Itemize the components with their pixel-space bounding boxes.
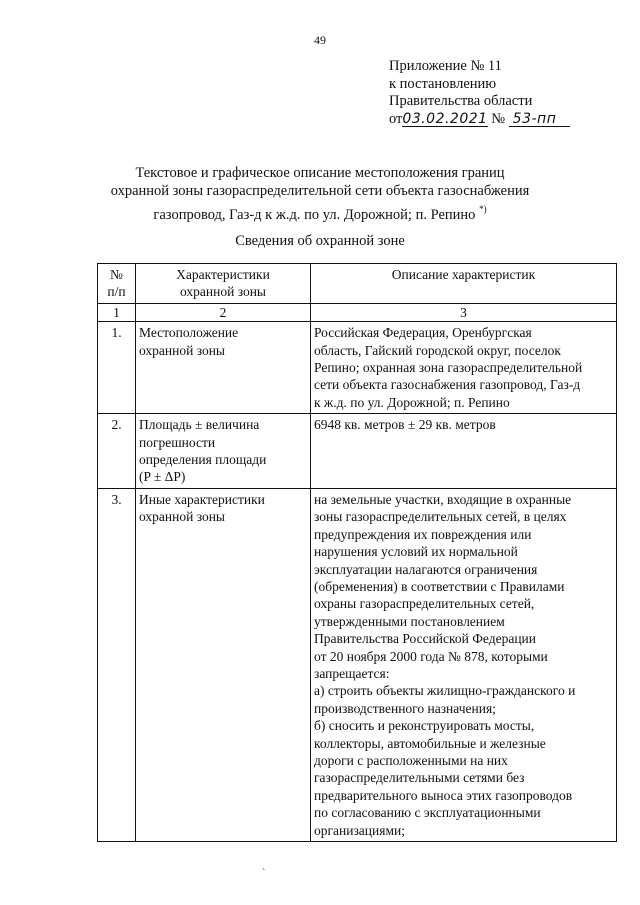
row-description-line: к ж.д. по ул. Дорожной; п. Репино xyxy=(314,394,510,410)
title-line-2: охранной зоны газораспределительной сети объекта газоснабжения xyxy=(110,183,530,199)
row-description-line: (обременения) в соответствии с Правилами xyxy=(314,578,565,594)
row-number: 2. xyxy=(98,414,136,489)
table-row xyxy=(98,488,617,841)
row-description-line: Репино; охранная зона газораспределительной xyxy=(314,360,583,376)
appendix-block xyxy=(389,58,570,128)
title-line-1: Текстовое и графическое описание местоположения границ xyxy=(135,165,505,181)
row-characteristic-line: охранной зоны xyxy=(139,342,226,358)
header-col-characteristics-line2: охранной зоны xyxy=(179,284,266,300)
table-row xyxy=(98,414,617,489)
zone-table xyxy=(97,263,617,842)
title-line-3-text: газопровод, Газ-д к ж.д. по ул. Дорожной; п. Репино xyxy=(153,207,476,223)
row-description-line: на земельные участки, входящие в охранные xyxy=(314,491,572,507)
numbering-cell: 2 xyxy=(136,303,311,321)
row-description-line: Правительства Российской Федерации xyxy=(314,631,536,647)
section-heading: Сведения об охранной зоне xyxy=(235,233,405,249)
row-description-line: по согласованию с эксплуатационными xyxy=(314,805,541,821)
row-description xyxy=(311,488,617,841)
table-row xyxy=(98,322,617,414)
row-description xyxy=(311,414,617,489)
row-description-line: а) строить объекты жилищно-гражданского и xyxy=(314,683,576,699)
page-number: 49 xyxy=(314,33,326,47)
header-col-number xyxy=(98,264,136,304)
row-characteristic xyxy=(136,322,311,414)
handwritten-date: 03.02.2021 xyxy=(402,110,488,127)
row-characteristic-line: охранной зоны xyxy=(139,509,226,525)
row-description-line: эксплуатации налагаются ограничения xyxy=(314,561,538,577)
row-description-line: зоны газораспределительных сетей, в целях xyxy=(314,509,567,525)
header-col-description: Описание характеристик xyxy=(311,264,617,304)
row-characteristic-line: определения площади xyxy=(139,452,267,468)
appendix-title: Приложение № 11 xyxy=(389,58,502,74)
row-characteristic-line: Площадь ± величина xyxy=(139,417,260,433)
header-col-characteristics-line1: Характеристики xyxy=(176,267,270,282)
row-description-line: Российская Федерация, Оренбургская xyxy=(314,325,532,341)
numbering-cell: 1 xyxy=(98,303,136,321)
row-description-line: запрещается: xyxy=(314,665,390,681)
header-col-number-line2: п/п xyxy=(107,284,126,300)
number-label: № xyxy=(491,110,506,127)
row-description-line: коллекторы, автомобильные и железные xyxy=(314,735,546,751)
row-description-line: б) сносить и реконструировать мосты, xyxy=(314,718,535,734)
document-title xyxy=(0,164,640,224)
row-characteristic xyxy=(136,488,311,841)
header-col-number-line1: № xyxy=(110,267,123,282)
row-description-line: охраны газораспределительных сетей, xyxy=(314,596,535,612)
row-description-line: утвержденными постановлением xyxy=(314,613,505,629)
appendix-line-3: Правительства области xyxy=(389,93,533,109)
row-description-line: от 20 ноября 2000 года № 878, которыми xyxy=(314,648,548,664)
row-characteristic-line: (P ± ΔP) xyxy=(139,469,186,485)
table-numbering-row xyxy=(98,303,617,321)
appendix-date-line xyxy=(389,111,570,129)
row-description-line: дороги с расположенными на них xyxy=(314,752,508,768)
date-prefix: от xyxy=(389,110,403,127)
title-line-3 xyxy=(0,200,640,224)
row-description xyxy=(311,322,617,414)
row-description-line: производственного назначения; xyxy=(314,700,496,716)
row-description-line: предупреждения их повреждения или xyxy=(314,526,532,542)
bottom-mark: ` xyxy=(262,868,266,879)
row-description-line: организациями; xyxy=(314,822,405,838)
row-number: 3. xyxy=(98,488,136,841)
row-characteristic-line: Иные характеристики xyxy=(139,491,265,507)
table-header-row xyxy=(98,264,617,304)
row-characteristic-line: погрешности xyxy=(139,434,216,450)
row-description-line: сети объекта газоснабжения газопровод, Газ-д xyxy=(314,377,581,393)
numbering-cell: 3 xyxy=(311,303,617,321)
row-number: 1. xyxy=(98,322,136,414)
row-description-line: предварительного выноса этих газопроводов xyxy=(314,787,573,803)
header-col-characteristics xyxy=(136,264,311,304)
handwritten-number: 53-пп xyxy=(509,112,571,127)
row-description-line: газораспределительными сетями без xyxy=(314,770,525,786)
footnote-mark: *) xyxy=(479,204,487,214)
row-characteristic xyxy=(136,414,311,489)
row-description-line: область, Гайский городской округ, поселок xyxy=(314,342,561,358)
appendix-line-2: к постановлению xyxy=(389,75,497,92)
row-description-line: нарушения условий их нормальной xyxy=(314,544,518,560)
row-characteristic-line: Местоположение xyxy=(139,325,239,341)
row-description-line: 6948 кв. метров ± 29 кв. метров xyxy=(314,417,496,433)
